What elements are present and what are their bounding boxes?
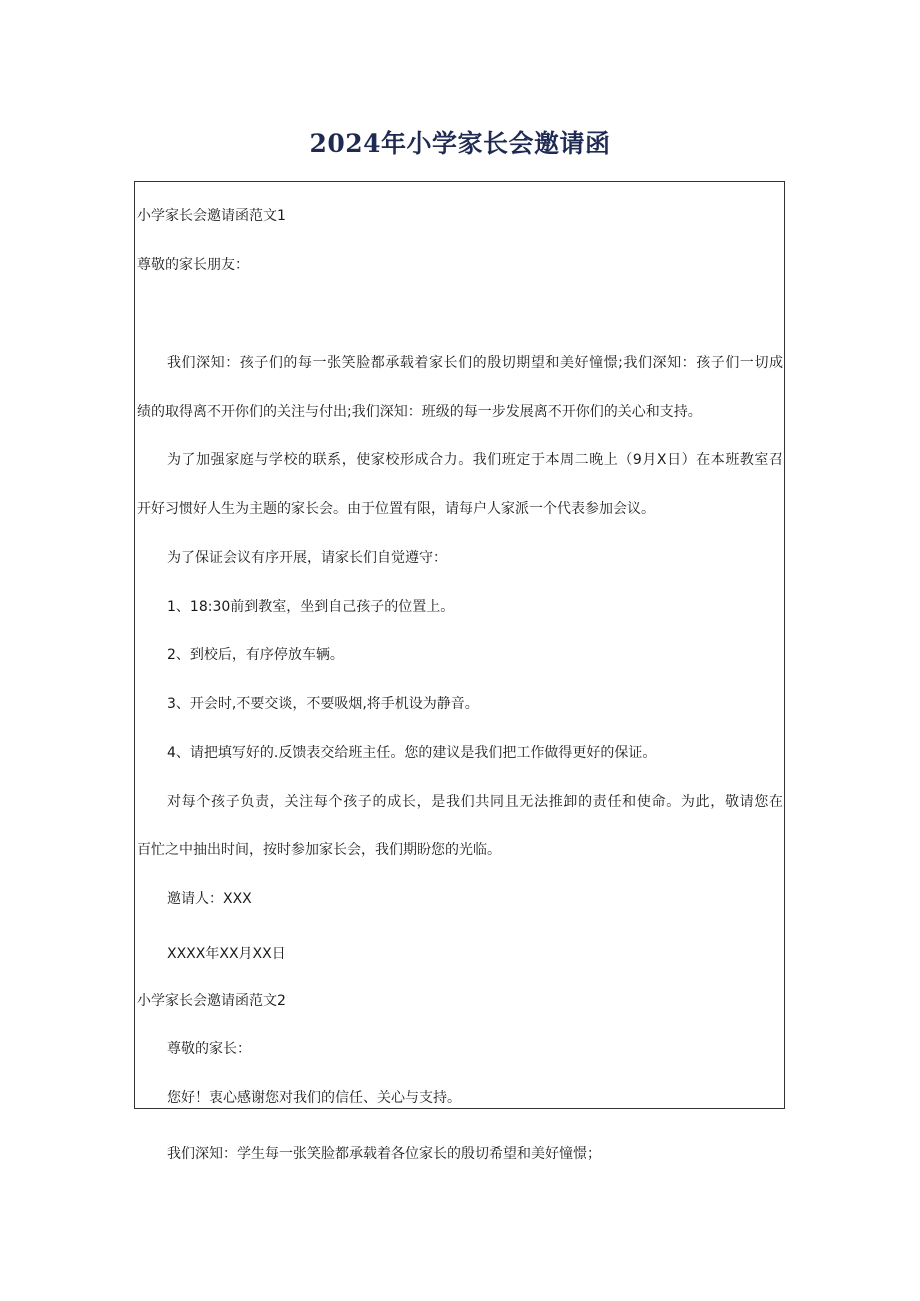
- section-1-salutation: 尊敬的家长朋友：: [137, 257, 249, 273]
- rule-item-4: 4、请把填写好的.反馈表交给班主任。您的建议是我们把工作做得更好的保证。: [167, 745, 657, 761]
- date-line: XXXX年XX月XX日: [167, 946, 286, 962]
- section-2-paragraph-1: 我们深知：学生每一张笑脸都承载着各位家长的殷切希望和美好憧憬；: [167, 1146, 601, 1162]
- section-1-paragraph-1-line-2: 绩的取得离不开你们的关注与付出;我们深知：班级的每一步发展离不开你们的关心和支持。: [137, 404, 702, 420]
- section-1-paragraph-1-line-1: 我们深知：孩子们的每一张笑脸都承载着家长们的殷切期望和美好憧憬;我们深知：孩子们一切成: [167, 355, 783, 371]
- section-2-heading: 小学家长会邀请函范文2: [137, 993, 286, 1009]
- section-1-paragraph-2-line-1: 为了加强家庭与学校的联系，使家校形成合力。我们班定于本周二晚上（9月X日）在本班教室召: [167, 452, 783, 468]
- section-2-greeting: 您好！衷心感谢您对我们的信任、关心与支持。: [167, 1090, 461, 1106]
- section-1-paragraph-4-line-1: 对每个孩子负责，关注每个孩子的成长，是我们共同且无法推卸的责任和使命。为此，敬请您在: [167, 794, 783, 810]
- section-1-heading: 小学家长会邀请函范文1: [137, 208, 286, 224]
- section-1-paragraph-4-line-2: 百忙之中抽出时间，按时参加家长会，我们期盼您的光临。: [137, 842, 501, 858]
- section-1-paragraph-2-line-2: 开好习惯好人生为主题的家长会。由于位置有限，请每户人家派一个代表参加会议。: [137, 501, 655, 517]
- page-title: 2024年小学家长会邀请函: [309, 129, 611, 158]
- rule-item-1: 1、18:30前到教室，坐到自己孩子的位置上。: [167, 599, 455, 615]
- rule-item-2: 2、到校后，有序停放车辆。: [167, 647, 344, 663]
- inviter-line: 邀请人：XXX: [167, 891, 252, 907]
- rule-item-3: 3、开会时,不要交谈，不要吸烟,将手机设为静音。: [167, 696, 479, 712]
- section-2-salutation: 尊敬的家长：: [167, 1041, 251, 1057]
- section-1-paragraph-3: 为了保证会议有序开展，请家长们自觉遵守：: [167, 550, 447, 566]
